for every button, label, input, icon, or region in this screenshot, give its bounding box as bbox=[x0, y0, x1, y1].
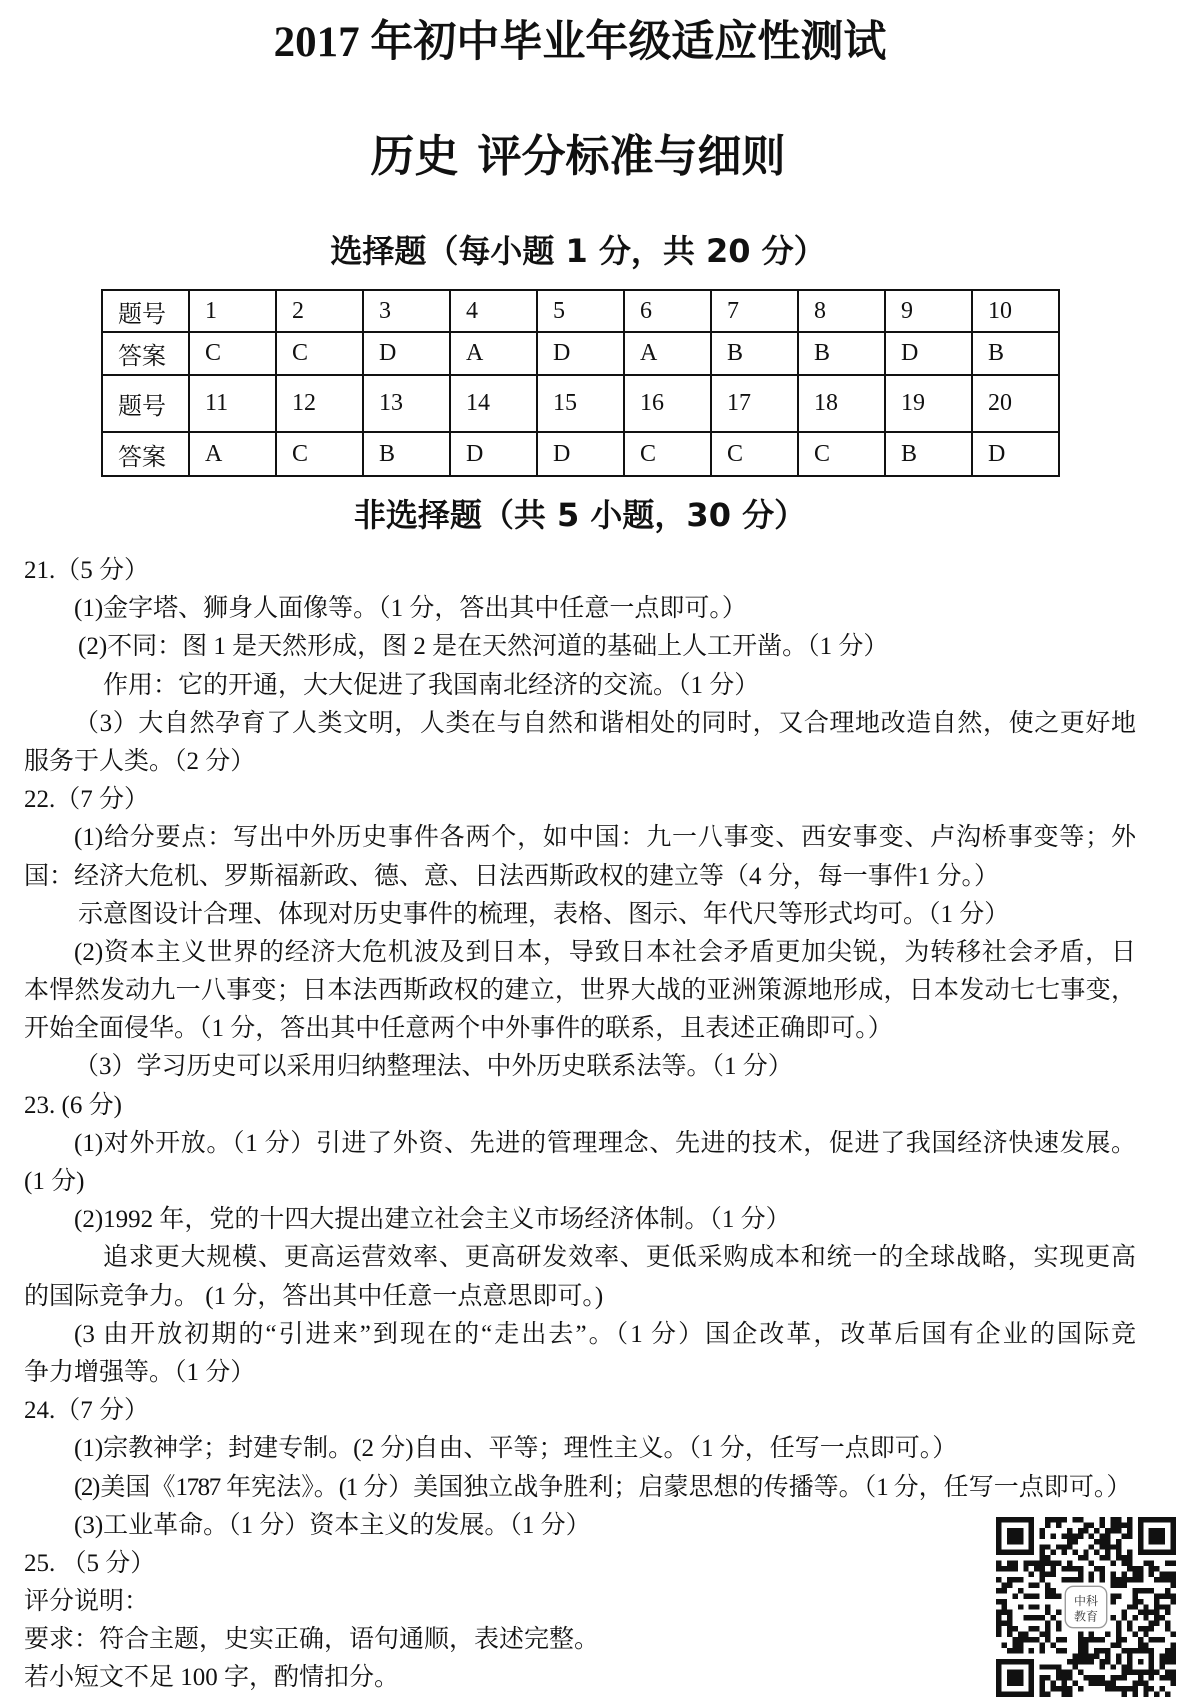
question-23-answer-line: 的国际竞争力。 (1 分，答出其中任意一点意思即可。) bbox=[24, 1282, 604, 1310]
question-number-row bbox=[102, 290, 1059, 332]
answer-row bbox=[102, 432, 1059, 476]
row-label-question-number: 题号 bbox=[102, 290, 189, 332]
answer-cell: D bbox=[537, 332, 624, 375]
question-23-answer-line: (3 由开放初期的“引进来”到现在的“走出去”。（1 分）国企改革，改革后国有企业的国际竞 bbox=[74, 1320, 1136, 1348]
question-22-answer-line: 开始全面侵华。（1 分，答出其中任意两个中外事件的联系，且表述正确即可。） bbox=[24, 1015, 893, 1043]
question-21-header: 21.（5 分） bbox=[24, 557, 150, 584]
answer-cell: D bbox=[363, 332, 450, 375]
question-23-answer-line: 追求更大规模、更高运营效率、更高研发效率、更低采购成本和统一的全球战略，实现更高 bbox=[103, 1244, 1136, 1272]
question-24-answer-line: (3)工业革命。（1 分）资本主义的发展。（1 分） bbox=[74, 1511, 591, 1539]
question-number-cell: 16 bbox=[624, 375, 711, 432]
answer-cell: B bbox=[972, 332, 1059, 375]
question-22-answer-line: (1)给分要点：写出中外历史事件各两个，如中国：九一八事变、西安事变、卢沟桥事变等；外 bbox=[74, 824, 1136, 852]
question-25-answer-line: 要求：符合主题，史实正确，语句通顺，表述完整。 bbox=[24, 1626, 600, 1654]
qr-logo-text-bottom: 教育 bbox=[1073, 1609, 1099, 1624]
choice-section-heading: 选择题（每小题 1 分，共 20 分） bbox=[330, 232, 826, 270]
question-21-answer-line: 作用：它的开通，大大促进了我国南北经济的交流。（1 分） bbox=[103, 671, 760, 699]
question-number-cell: 14 bbox=[450, 375, 537, 432]
question-25-header: 25. （5 分） bbox=[24, 1549, 156, 1577]
question-22-header: 22.（7 分） bbox=[24, 786, 150, 814]
question-23-answer-line: (1)对外开放。（1 分）引进了外资、先进的管理理念、先进的技术，促进了我国经济快速发展。 bbox=[74, 1129, 1136, 1157]
question-22-answer-line: 本悍然发动九一八事变；日本法西斯政权的建立，世界大战的亚洲策源地形成，日本发动七七事变， bbox=[24, 977, 1136, 1005]
question-number-cell: 19 bbox=[885, 375, 972, 432]
qr-code bbox=[996, 1517, 1176, 1697]
answer-cell: C bbox=[624, 432, 711, 476]
question-24-answer-line: (2)美国《1787 年宪法》。(1 分）美国独立战争胜利；启蒙思想的传播等。（1 分，任写一点即可。） bbox=[74, 1473, 1130, 1501]
question-number-cell: 18 bbox=[798, 375, 885, 432]
question-number-cell: 3 bbox=[363, 290, 450, 332]
qr-logo bbox=[1065, 1586, 1106, 1627]
qr-logo-text-top: 中科 bbox=[1073, 1593, 1099, 1608]
question-number-cell: 10 bbox=[972, 290, 1059, 332]
question-25-scoring-label: 评分说明： bbox=[24, 1588, 150, 1616]
answer-cell: D bbox=[972, 432, 1059, 476]
question-22-answer-line: （3）学习历史可以采用归纳整理法、中外历史联系法等。（1 分） bbox=[74, 1053, 793, 1081]
answer-cell: C bbox=[276, 432, 363, 476]
question-21-answer-line: （3）大自然孕育了人类文明，人类在与自然和谐相处的同时，又合理地改造自然，使之更好地 bbox=[74, 709, 1136, 737]
question-23-answer-line: 争力增强等。（1 分） bbox=[24, 1358, 256, 1386]
answer-cell: A bbox=[189, 432, 276, 476]
answer-cell: D bbox=[450, 432, 537, 476]
question-number-cell: 2 bbox=[276, 290, 363, 332]
row-label-question-number: 题号 bbox=[102, 375, 189, 432]
question-number-cell: 7 bbox=[711, 290, 798, 332]
answer-cell: D bbox=[537, 432, 624, 476]
row-label-answer: 答案 bbox=[102, 332, 189, 375]
answer-cell: A bbox=[450, 332, 537, 375]
question-23-answer-line: (2)1992 年，党的十四大提出建立社会主义市场经济体制。（1 分） bbox=[74, 1206, 791, 1234]
answer-cell: C bbox=[711, 432, 798, 476]
answer-cell: C bbox=[798, 432, 885, 476]
question-number-row bbox=[102, 375, 1059, 432]
document-subtitle: 历史 评分标准与细则 bbox=[370, 132, 786, 181]
answer-cell: D bbox=[885, 332, 972, 375]
question-number-cell: 11 bbox=[189, 375, 276, 432]
question-number-cell: 5 bbox=[537, 290, 624, 332]
row-label-answer: 答案 bbox=[102, 432, 189, 476]
question-number-cell: 9 bbox=[885, 290, 972, 332]
question-25-answer-line: 若小短文不足 100 字，酌情扣分。 bbox=[24, 1664, 400, 1692]
question-number-cell: 13 bbox=[363, 375, 450, 432]
question-number-cell: 15 bbox=[537, 375, 624, 432]
answer-cell: C bbox=[189, 332, 276, 375]
question-number-cell: 6 bbox=[624, 290, 711, 332]
question-21-answer-line: (1)金字塔、狮身人面像等。（1 分，答出其中任意一点即可。） bbox=[74, 595, 747, 623]
document-title: 2017 年初中毕业年级适应性测试 bbox=[273, 19, 887, 66]
answer-cell: C bbox=[276, 332, 363, 375]
nonchoice-section-heading: 非选择题（共 5 小题，30 分） bbox=[353, 496, 807, 534]
answer-cell: B bbox=[885, 432, 972, 476]
question-number-cell: 1 bbox=[189, 290, 276, 332]
question-number-cell: 8 bbox=[798, 290, 885, 332]
answer-cell: B bbox=[798, 332, 885, 375]
question-21-answer-line: (2)不同：图 1 是天然形成，图 2 是在天然河道的基础上人工开凿。（1 分） bbox=[78, 633, 889, 661]
answer-cell: B bbox=[711, 332, 798, 375]
answer-cell: A bbox=[624, 332, 711, 375]
question-21-answer-line: 服务于人类。（2 分） bbox=[24, 747, 256, 775]
question-number-cell: 4 bbox=[450, 290, 537, 332]
question-24-header: 24.（7 分） bbox=[24, 1397, 150, 1425]
question-23-header: 23. (6 分) bbox=[24, 1091, 122, 1119]
question-24-answer-line: (1)宗教神学；封建专制。(2 分)自由、平等；理性主义。（1 分，任写一点即可。） bbox=[74, 1435, 958, 1463]
question-22-answer-line: 国：经济大危机、罗斯福新政、德、意、日法西斯政权的建立等（4 分，每一事件1 分。） bbox=[24, 862, 1000, 890]
question-number-cell: 20 bbox=[972, 375, 1059, 432]
question-number-cell: 12 bbox=[276, 375, 363, 432]
answer-key-table bbox=[101, 289, 1060, 477]
question-number-cell: 17 bbox=[711, 375, 798, 432]
answer-row bbox=[102, 332, 1059, 375]
answer-cell: B bbox=[363, 432, 450, 476]
question-22-answer-line: 示意图设计合理、体现对历史事件的梳理，表格、图示、年代尺等形式均可。（1 分） bbox=[78, 900, 1010, 928]
question-23-answer-line: (1 分) bbox=[24, 1168, 85, 1195]
question-22-answer-line: (2)资本主义世界的经济大危机波及到日本，导致日本社会矛盾更加尖锐，为转移社会矛盾，日 bbox=[74, 938, 1136, 966]
